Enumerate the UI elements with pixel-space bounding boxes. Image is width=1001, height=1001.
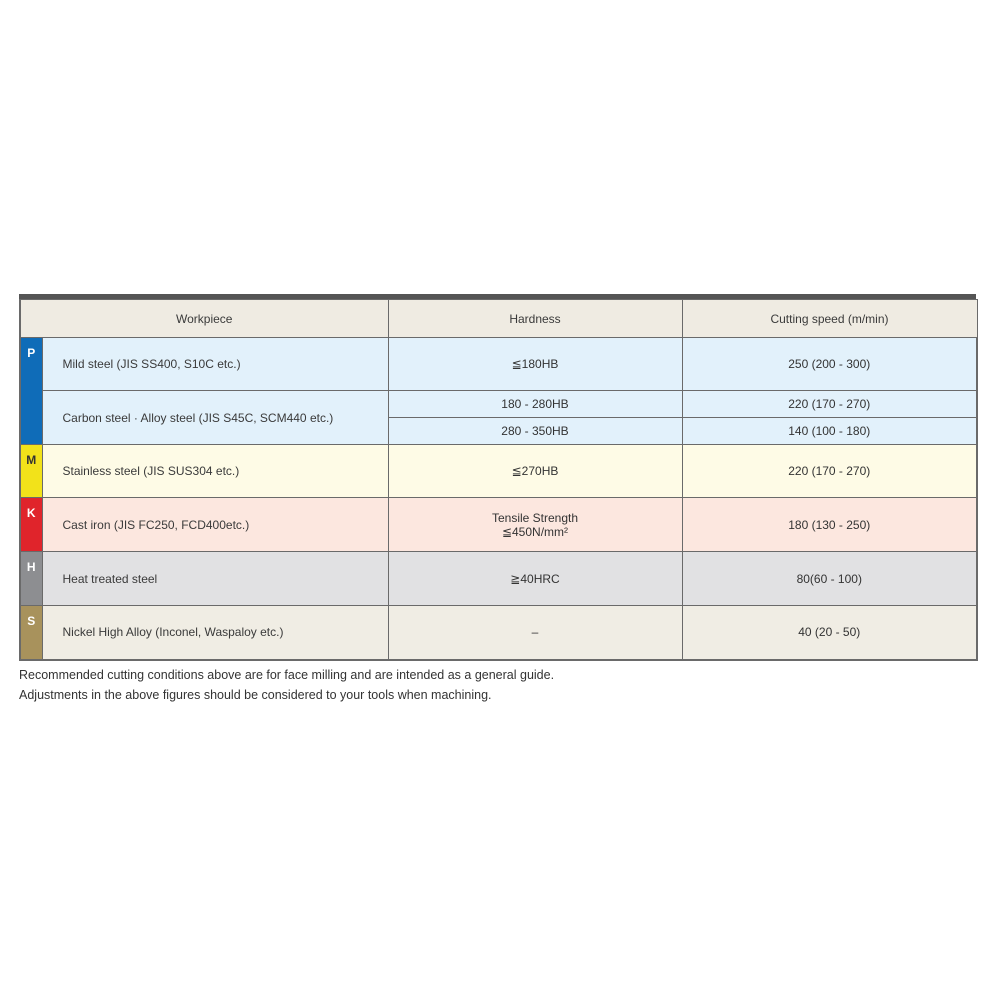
workpiece-cell: Nickel High Alloy (Inconel, Waspaloy etc.) bbox=[42, 606, 388, 660]
hardness-cell: – bbox=[388, 606, 682, 660]
table-row-mild-steel bbox=[20, 338, 977, 391]
table-row-carbon-steel bbox=[20, 391, 977, 418]
workpiece-cell: Mild steel (JIS SS400, S10C etc.) bbox=[42, 338, 388, 391]
header-hardness: Hardness bbox=[388, 300, 682, 338]
speed-cell: 220 (170 - 270) bbox=[682, 391, 977, 418]
category-badge-k: K bbox=[20, 498, 42, 552]
speed-cell: 250 (200 - 300) bbox=[682, 338, 977, 391]
note-line-1: Recommended cutting conditions above are for face milling and are intended as a general guide. bbox=[19, 668, 555, 682]
hardness-cell bbox=[388, 498, 682, 552]
category-badge-h: H bbox=[20, 552, 42, 606]
hardness-cell: ≦180HB bbox=[388, 338, 682, 391]
table-row-cast-iron bbox=[20, 498, 977, 552]
hardness-cell: 280 - 350HB bbox=[388, 418, 682, 445]
speed-cell: 40 (20 - 50) bbox=[682, 606, 977, 660]
hardness-cell: ≧40HRC bbox=[388, 552, 682, 606]
hardness-line-2: ≦450N/mm² bbox=[501, 524, 569, 539]
workpiece-cell: Carbon steel · Alloy steel (JIS S45C, SCM440 etc.) bbox=[42, 391, 388, 445]
workpiece-cell: Stainless steel (JIS SUS304 etc.) bbox=[42, 445, 388, 498]
speed-cell: 80(60 - 100) bbox=[682, 552, 977, 606]
table-row-nickel-alloy bbox=[20, 606, 977, 660]
hardness-line-1: Tensile Strength bbox=[491, 510, 579, 525]
category-badge-m: M bbox=[20, 445, 42, 498]
hardness-cell: 180 - 280HB bbox=[388, 391, 682, 418]
hardness-cell: ≦270HB bbox=[388, 445, 682, 498]
speed-cell: 140 (100 - 180) bbox=[682, 418, 977, 445]
table-row-stainless-steel bbox=[20, 445, 977, 498]
category-badge-s: S bbox=[20, 606, 42, 660]
table-header-row bbox=[20, 300, 977, 338]
table-row-heat-treated-steel bbox=[20, 552, 977, 606]
header-cutting-speed: Cutting speed (m/min) bbox=[682, 300, 977, 338]
speed-cell: 180 (130 - 250) bbox=[682, 498, 977, 552]
cutting-conditions-table-wrapper bbox=[19, 294, 976, 661]
note-line-2: Adjustments in the above figures should be considered to your tools when machining. bbox=[19, 688, 492, 702]
workpiece-cell: Cast iron (JIS FC250, FCD400etc.) bbox=[42, 498, 388, 552]
speed-cell: 220 (170 - 270) bbox=[682, 445, 977, 498]
category-badge-p: P bbox=[20, 338, 42, 445]
workpiece-cell: Heat treated steel bbox=[42, 552, 388, 606]
header-workpiece: Workpiece bbox=[20, 300, 388, 338]
cutting-conditions-table bbox=[19, 299, 978, 661]
